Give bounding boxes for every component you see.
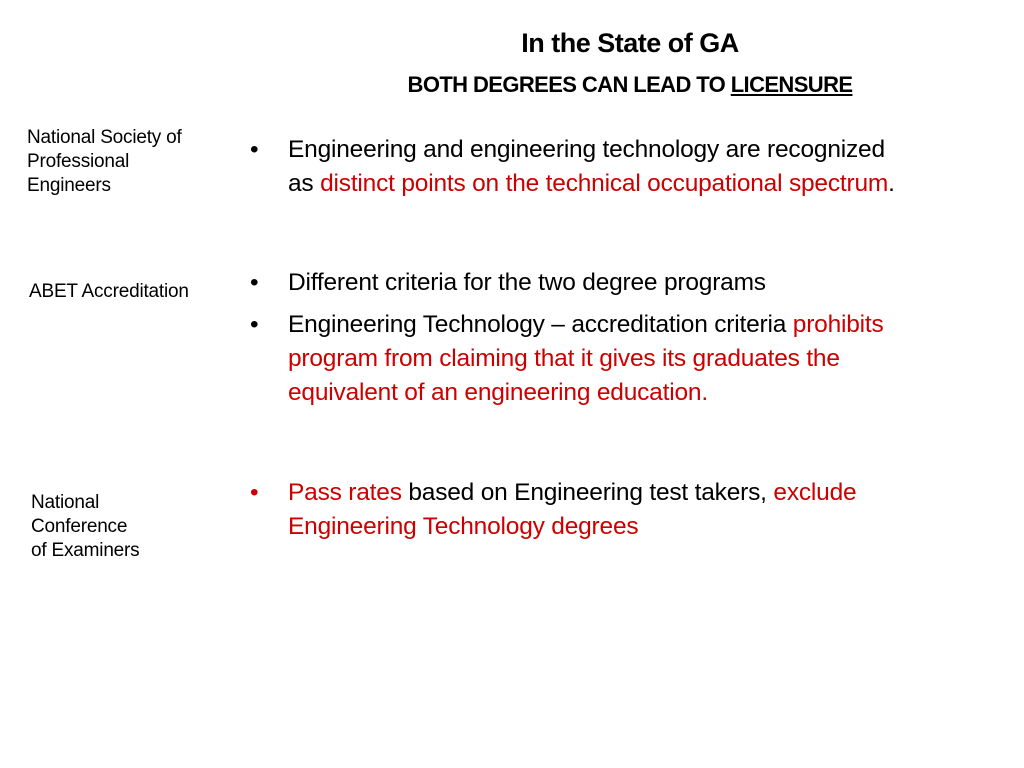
side-label-ncee: [31, 491, 211, 563]
subtitle-underlined-text: LICENSURE: [730, 72, 853, 97]
bullet-emphasis: Pass rates: [288, 479, 402, 506]
bullet-item: [250, 133, 910, 201]
bullet-item: [250, 266, 910, 300]
bullet-text: Different criteria for the two degree programs: [288, 269, 766, 296]
slide-subtitle: [330, 72, 930, 98]
side-label-abet: ABET Accreditation: [29, 281, 189, 302]
side-label-nspe: [27, 126, 242, 198]
bullet-emphasis: distinct points on the technical occupational spectrum: [320, 170, 889, 197]
bullet-group-ncee: [250, 476, 910, 544]
side-label-line: Conference: [31, 516, 128, 537]
side-label-line: National Society of: [27, 127, 182, 148]
side-label-line: Professional: [27, 151, 130, 172]
bullet-text: Engineering Technology – accreditation criteria: [288, 311, 793, 338]
subtitle-text: BOTH DEGREES CAN LEAD TO: [407, 72, 731, 97]
bullet-item: [250, 308, 910, 410]
side-label-line: National: [31, 492, 100, 513]
bullet-emphasis: prohibits program from claiming that it gives its graduates the equivalent of an engineering education.: [288, 311, 884, 406]
bullet-dot: •: [250, 311, 259, 338]
side-label-line: Engineers: [27, 175, 111, 196]
bullet-dot: •: [250, 136, 259, 163]
bullet-group-nspe: [250, 133, 910, 201]
slide-title: In the State of GA: [521, 28, 739, 58]
bullet-item: [250, 476, 910, 544]
bullet-text: Engineering and engineering technology are recognized as: [288, 136, 885, 197]
bullet-dot: •: [250, 269, 259, 296]
bullet-text: .: [888, 170, 895, 197]
bullet-text: based on Engineering test takers,: [401, 479, 774, 506]
bullet-dot: •: [250, 479, 259, 506]
bullet-emphasis: exclude Engineering Technology degrees: [288, 479, 857, 540]
side-label-line: of Examiners: [31, 540, 140, 561]
bullet-group-abet: [250, 266, 910, 410]
